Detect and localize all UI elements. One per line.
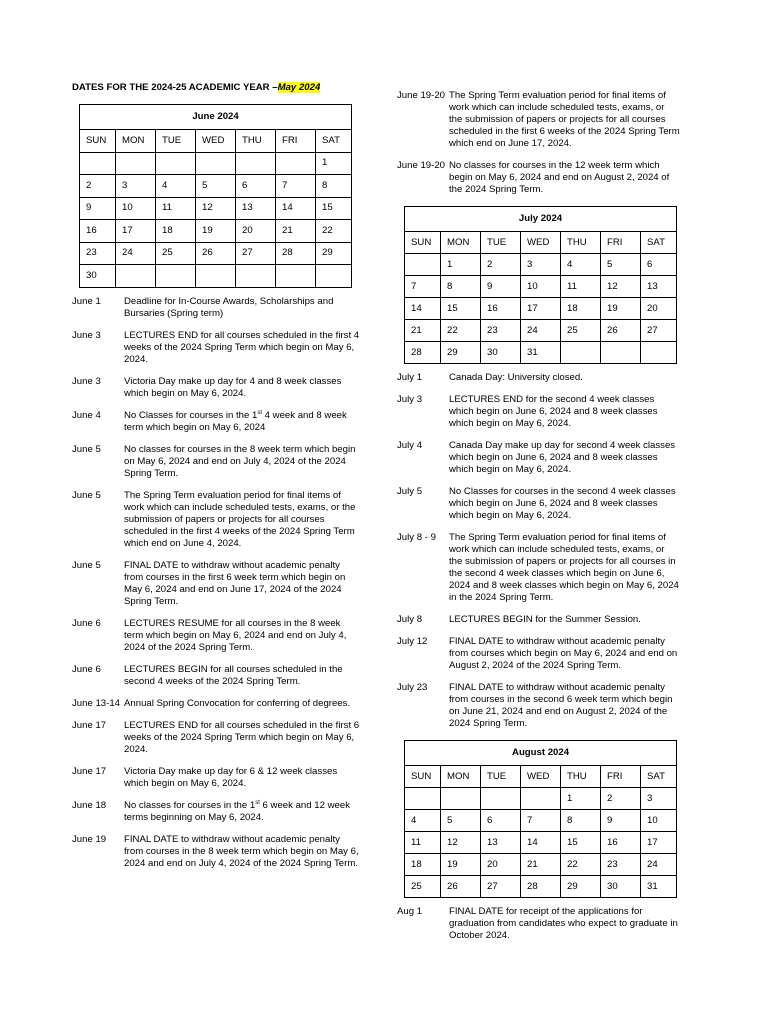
event-text-part: No classes for courses in the 1 (124, 799, 256, 811)
calendar-day-cell: 22 (316, 220, 352, 243)
calendar-day-cell: 21 (521, 854, 561, 876)
calendar-day-cell: 10 (641, 810, 677, 832)
calendar-day-cell: 29 (441, 342, 481, 364)
event-date: June 19-20 (397, 160, 446, 171)
event-row (72, 376, 360, 400)
calendar-day-cell: 8 (561, 810, 601, 832)
weekday-header: SUN (405, 766, 441, 788)
event-date: July 3 (397, 394, 423, 405)
calendar-day-cell: 23 (601, 854, 641, 876)
calendar-day-cell: 3 (641, 788, 677, 810)
calendar-day-cell: 25 (561, 320, 601, 342)
calendar-week (80, 220, 352, 243)
calendar-day-cell: 9 (481, 276, 521, 298)
calendar-week (80, 242, 352, 265)
calendar-day-cell: 31 (641, 876, 677, 898)
calendar-day-cell (80, 152, 116, 175)
calendar-day-cell (405, 254, 441, 276)
calendar-day-cell: 18 (156, 220, 196, 243)
calendar-day-cell (196, 265, 236, 288)
weekday-header: SAT (641, 232, 677, 254)
calendar-day-cell: 30 (481, 342, 521, 364)
calendar-day-cell (481, 788, 521, 810)
calendar-day-cell: 27 (641, 320, 677, 342)
event-date: July 4 (397, 440, 423, 451)
event-row (72, 330, 360, 366)
event-description: Canada Day make up day for second 4 week classes which begin on June 6, 2024 and 8 week classes which begin on May 6, 2024. (449, 440, 676, 475)
calendar-day-cell: 10 (521, 276, 561, 298)
calendar-day-cell: 3 (116, 175, 156, 198)
event-row (72, 800, 360, 824)
event-date: June 5 (72, 559, 101, 571)
calendar-day-cell: 7 (276, 175, 316, 198)
event-row (397, 636, 680, 672)
calendar-day-cell: 27 (481, 876, 521, 898)
weekday-header: WED (196, 130, 236, 153)
event-row (397, 486, 680, 522)
ordinal-suffix: st (257, 409, 262, 416)
calendar-day-cell: 28 (405, 342, 441, 364)
calendar-day-cell: 26 (441, 876, 481, 898)
june-events-list (72, 296, 360, 870)
calendar-week (405, 788, 677, 810)
calendar-week (80, 152, 352, 175)
event-date: June 5 (72, 489, 101, 501)
calendar-day-cell: 5 (441, 810, 481, 832)
calendar-day-cell: 28 (521, 876, 561, 898)
calendar-day-cell: 17 (116, 220, 156, 243)
event-date: July 12 (397, 636, 428, 647)
calendar-day-cell: 20 (236, 220, 276, 243)
event-description: LECTURES END for all courses scheduled in the first 6 weeks of the 2024 Spring Term which begin on May 6, 2024. (124, 719, 360, 755)
weekday-header: WED (521, 766, 561, 788)
calendar-day-cell (236, 265, 276, 288)
calendar-week (405, 832, 677, 854)
august-events-list (397, 906, 680, 942)
event-row (72, 664, 360, 688)
event-date: July 23 (397, 682, 428, 693)
calendar-week (405, 342, 677, 364)
weekday-header: FRI (601, 232, 641, 254)
calendar-day-cell: 2 (80, 175, 116, 198)
calendar-day-cell: 14 (276, 197, 316, 220)
heading-prefix: DATES FOR THE 2024-25 ACADEMIC YEAR – (72, 82, 278, 93)
event-description: LECTURES RESUME for all courses in the 8 week term which begin on May 6, 2024 and end on July 4, 2024 of the 2024 Spring Term. (124, 617, 347, 653)
weekday-header: MON (441, 232, 481, 254)
event-description: No Classes for courses in the second 4 week classes which begin on June 6, 2024 and 8 week classes which begin on May 6, 2024. (449, 486, 676, 521)
event-description: No classes for courses in the 8 week term which begin on May 6, 2024 and end on July 4, 2024 of the 2024 Spring Term. (124, 443, 356, 479)
event-date: July 5 (397, 486, 423, 497)
calendar-day-cell: 20 (481, 854, 521, 876)
calendar-day-cell: 26 (601, 320, 641, 342)
calendar-day-cell: 24 (521, 320, 561, 342)
weekday-header: THU (236, 130, 276, 153)
calendar-day-cell: 5 (196, 175, 236, 198)
calendar-day-cell: 31 (521, 342, 561, 364)
calendar-day-cell: 30 (80, 265, 116, 288)
calendar-day-cell: 5 (601, 254, 641, 276)
calendar-day-cell (196, 152, 236, 175)
calendar-week (80, 265, 352, 288)
calendar-day-cell (116, 152, 156, 175)
weekday-header: FRI (276, 130, 316, 153)
calendar-day-cell: 25 (156, 242, 196, 265)
calendar-day-cell: 17 (641, 832, 677, 854)
weekday-header: THU (561, 766, 601, 788)
event-description: LECTURES BEGIN for the Summer Session. (449, 614, 641, 625)
event-text-part: No Classes for courses in the 1 (124, 409, 258, 421)
calendar-day-cell: 19 (601, 298, 641, 320)
calendar-day-cell: 26 (196, 242, 236, 265)
event-date: July 8 - 9 (397, 532, 436, 543)
event-row (397, 372, 680, 384)
calendar-day-cell (641, 342, 677, 364)
event-date: June 17 (72, 719, 107, 731)
calendar-day-cell: 8 (441, 276, 481, 298)
calendar-day-cell (521, 788, 561, 810)
event-description: The Spring Term evaluation period for final items of work which can include scheduled tests, exams, or the submission of papers or projects for all courses scheduled in the first 6 weeks of the 2024 Spring Term which end on June 17, 2024. (449, 90, 680, 149)
weekday-header: TUE (481, 232, 521, 254)
event-description: Victoria Day make up day for 6 & 12 week classes which begin on May 6, 2024. (124, 765, 338, 789)
calendar-day-cell: 17 (521, 298, 561, 320)
calendar-day-cell: 14 (521, 832, 561, 854)
calendar-day-cell: 29 (561, 876, 601, 898)
calendar-day-cell: 18 (561, 298, 601, 320)
event-date: June 19 (72, 833, 107, 845)
calendar-day-cell (561, 342, 601, 364)
calendar-day-cell: 13 (481, 832, 521, 854)
calendar-day-cell (116, 265, 156, 288)
event-date: Aug 1 (397, 906, 423, 917)
calendar-day-cell: 21 (276, 220, 316, 243)
calendar-week (80, 197, 352, 220)
calendar-day-cell: 15 (561, 832, 601, 854)
event-row (72, 834, 360, 870)
calendar-day-cell: 16 (601, 832, 641, 854)
calendar-day-cell: 14 (405, 298, 441, 320)
calendar-day-cell: 27 (236, 242, 276, 265)
calendar-day-cell (236, 152, 276, 175)
calendar-day-cell: 11 (156, 197, 196, 220)
event-description: LECTURES END for all courses scheduled in the first 4 weeks of the 2024 Spring Term which begin on May 6, 2024. (124, 329, 360, 365)
august-calendar (404, 740, 677, 898)
ordinal-suffix: st (255, 799, 260, 806)
calendar-day-cell: 21 (405, 320, 441, 342)
right-top-events-list (397, 90, 680, 196)
event-row (397, 440, 680, 476)
event-date: June 3 (72, 329, 101, 341)
calendar-day-cell: 6 (641, 254, 677, 276)
calendar-day-cell: 1 (561, 788, 601, 810)
event-date: June 5 (72, 443, 101, 455)
weekday-header: SUN (80, 130, 116, 153)
calendar-day-cell (601, 342, 641, 364)
calendar-day-cell: 8 (316, 175, 352, 198)
weekday-header: MON (116, 130, 156, 153)
august-calendar-title: August 2024 (405, 741, 677, 766)
weekday-header: SAT (641, 766, 677, 788)
event-row (397, 160, 680, 196)
event-text-part: 4 week and 8 week term which begin on May 6, 2024 (124, 409, 347, 433)
calendar-day-cell: 16 (481, 298, 521, 320)
calendar-week (405, 320, 677, 342)
event-description: FINAL DATE to withdraw without academic penalty from courses which begin on May 6, 2024 and end on August 2, 2024 of the 2024 Spring Term. (449, 636, 678, 671)
weekday-header: TUE (156, 130, 196, 153)
event-date: June 3 (72, 375, 101, 387)
event-date: June 18 (72, 799, 107, 811)
event-row (72, 720, 360, 756)
calendar-day-cell: 18 (405, 854, 441, 876)
calendar-day-cell: 4 (561, 254, 601, 276)
event-text-part: 6 week and 12 week terms beginning on May 6, 2024. (124, 799, 350, 823)
event-description: Victoria Day make up day for 4 and 8 week classes which begin on May 6, 2024. (124, 375, 342, 399)
august-calendar-slot (397, 740, 680, 898)
calendar-day-cell: 22 (561, 854, 601, 876)
event-date: June 1 (72, 295, 101, 307)
calendar-day-cell: 9 (80, 197, 116, 220)
event-row (397, 906, 680, 942)
weekday-header: SUN (405, 232, 441, 254)
event-date: June 6 (72, 663, 101, 675)
calendar-day-cell (316, 265, 352, 288)
event-description (124, 800, 360, 824)
july-events-list (397, 372, 680, 730)
event-row (397, 682, 680, 730)
event-row (72, 296, 360, 320)
calendar-week (405, 854, 677, 876)
event-date: June 6 (72, 617, 101, 629)
event-date: July 1 (397, 372, 423, 383)
event-description: FINAL DATE to withdraw without academic penalty from courses in the second 6 week term which begin on June 21, 2024 and end on August 2, 2024 of the 2024 Spring Term. (449, 682, 673, 729)
weekday-header: MON (441, 766, 481, 788)
event-date: June 13-14 (72, 697, 121, 709)
left-column (72, 104, 360, 880)
calendar-day-cell: 23 (481, 320, 521, 342)
june-calendar-title: June 2024 (80, 105, 352, 130)
event-row (72, 698, 360, 710)
calendar-day-cell: 2 (601, 788, 641, 810)
calendar-day-cell: 3 (521, 254, 561, 276)
event-row (72, 490, 360, 550)
event-row (72, 560, 360, 608)
calendar-day-cell: 4 (156, 175, 196, 198)
event-description: Annual Spring Convocation for conferring of degrees. (124, 697, 351, 709)
july-calendar-title: July 2024 (405, 207, 677, 232)
weekday-header: THU (561, 232, 601, 254)
calendar-day-cell: 4 (405, 810, 441, 832)
calendar-day-cell: 15 (441, 298, 481, 320)
event-description: LECTURES BEGIN for all courses scheduled in the second 4 weeks of the 2024 Spring Term. (124, 663, 343, 687)
event-description: FINAL DATE to withdraw without academic penalty from courses in the first 6 week term which begin on May 6, 2024 and end on June 17, 2024 of the 2024 Spring Term. (124, 559, 346, 607)
calendar-day-cell: 6 (481, 810, 521, 832)
heading-highlighted-date: May 2024 (277, 82, 321, 93)
july-calendar (404, 206, 677, 364)
event-description: FINAL DATE to withdraw without academic penalty from courses in the 8 week term which begin on May 6, 2024 and end on July 4, 2024 of the 2024 Spring Term. (124, 833, 359, 869)
calendar-day-cell: 7 (521, 810, 561, 832)
weekday-header: FRI (601, 766, 641, 788)
calendar-day-cell: 13 (641, 276, 677, 298)
calendar-day-cell (405, 788, 441, 810)
calendar-day-cell: 30 (601, 876, 641, 898)
calendar-week (405, 254, 677, 276)
event-date: July 8 (397, 614, 423, 625)
event-row (72, 444, 360, 480)
calendar-week (405, 276, 677, 298)
calendar-day-cell: 25 (405, 876, 441, 898)
calendar-day-cell: 12 (601, 276, 641, 298)
june-calendar (79, 104, 352, 288)
calendar-week (405, 298, 677, 320)
calendar-day-cell: 1 (316, 152, 352, 175)
right-column (397, 90, 680, 952)
calendar-day-cell: 19 (441, 854, 481, 876)
event-description: Deadline for In-Course Awards, Scholarships and Bursaries (Spring term) (124, 295, 334, 319)
calendar-week (405, 810, 677, 832)
calendar-day-cell (276, 152, 316, 175)
calendar-day-cell: 24 (641, 854, 677, 876)
calendar-day-cell: 13 (236, 197, 276, 220)
calendar-day-cell: 28 (276, 242, 316, 265)
event-description: FINAL DATE for receipt of the applications for graduation from candidates who expect to graduate in October 2024. (449, 906, 678, 941)
event-row (72, 410, 360, 434)
event-description: LECTURES END for the second 4 week classes which begin on June 6, 2024 and 8 week classes which begin on May 6, 2024. (449, 394, 658, 429)
calendar-day-cell: 12 (441, 832, 481, 854)
calendar-day-cell: 6 (236, 175, 276, 198)
event-row (72, 766, 360, 790)
event-date: June 17 (72, 765, 107, 777)
event-description: The Spring Term evaluation period for final items of work which can include scheduled tests, exams, or the submission of papers or projects for all courses in the second 4 week classes which begin on June 6, 2024 and 8 week classes which begin on May 6, 2024 in the 2024 Spring Term. (449, 532, 679, 603)
event-description: The Spring Term evaluation period for final items of work which can include scheduled tests, exams, or the submission of papers or projects for all courses scheduled in the first 4 weeks of the 2024 Spring Term which end on June 4, 2024. (124, 489, 356, 549)
weekday-header: WED (521, 232, 561, 254)
calendar-day-cell: 12 (196, 197, 236, 220)
event-row (397, 614, 680, 626)
weekday-header: TUE (481, 766, 521, 788)
calendar-day-cell: 2 (481, 254, 521, 276)
calendar-day-cell (156, 265, 196, 288)
event-description (124, 410, 360, 434)
event-date: June 4 (72, 409, 101, 421)
page-title (72, 82, 372, 94)
event-row (397, 532, 680, 604)
calendar-day-cell: 11 (561, 276, 601, 298)
event-row (397, 394, 680, 430)
june-calendar-slot (72, 104, 360, 288)
calendar-day-cell: 7 (405, 276, 441, 298)
calendar-day-cell: 11 (405, 832, 441, 854)
calendar-week (405, 876, 677, 898)
calendar-day-cell: 29 (316, 242, 352, 265)
calendar-day-cell (441, 788, 481, 810)
calendar-day-cell: 24 (116, 242, 156, 265)
event-description: Canada Day: University closed. (449, 372, 583, 383)
event-row (72, 618, 360, 654)
event-date: June 19-20 (397, 90, 446, 101)
calendar-day-cell: 15 (316, 197, 352, 220)
calendar-day-cell: 9 (601, 810, 641, 832)
weekday-header: SAT (316, 130, 352, 153)
event-row (397, 90, 680, 150)
july-calendar-slot (397, 206, 680, 364)
calendar-day-cell: 10 (116, 197, 156, 220)
calendar-day-cell: 22 (441, 320, 481, 342)
calendar-day-cell: 16 (80, 220, 116, 243)
calendar-day-cell: 20 (641, 298, 677, 320)
calendar-day-cell (276, 265, 316, 288)
calendar-day-cell: 19 (196, 220, 236, 243)
calendar-week (80, 175, 352, 198)
calendar-day-cell: 1 (441, 254, 481, 276)
calendar-day-cell (156, 152, 196, 175)
event-description: No classes for courses in the 12 week term which begin on May 6, 2024 and end on August 2, 2024 of the 2024 Spring Term. (449, 160, 670, 195)
calendar-day-cell: 23 (80, 242, 116, 265)
